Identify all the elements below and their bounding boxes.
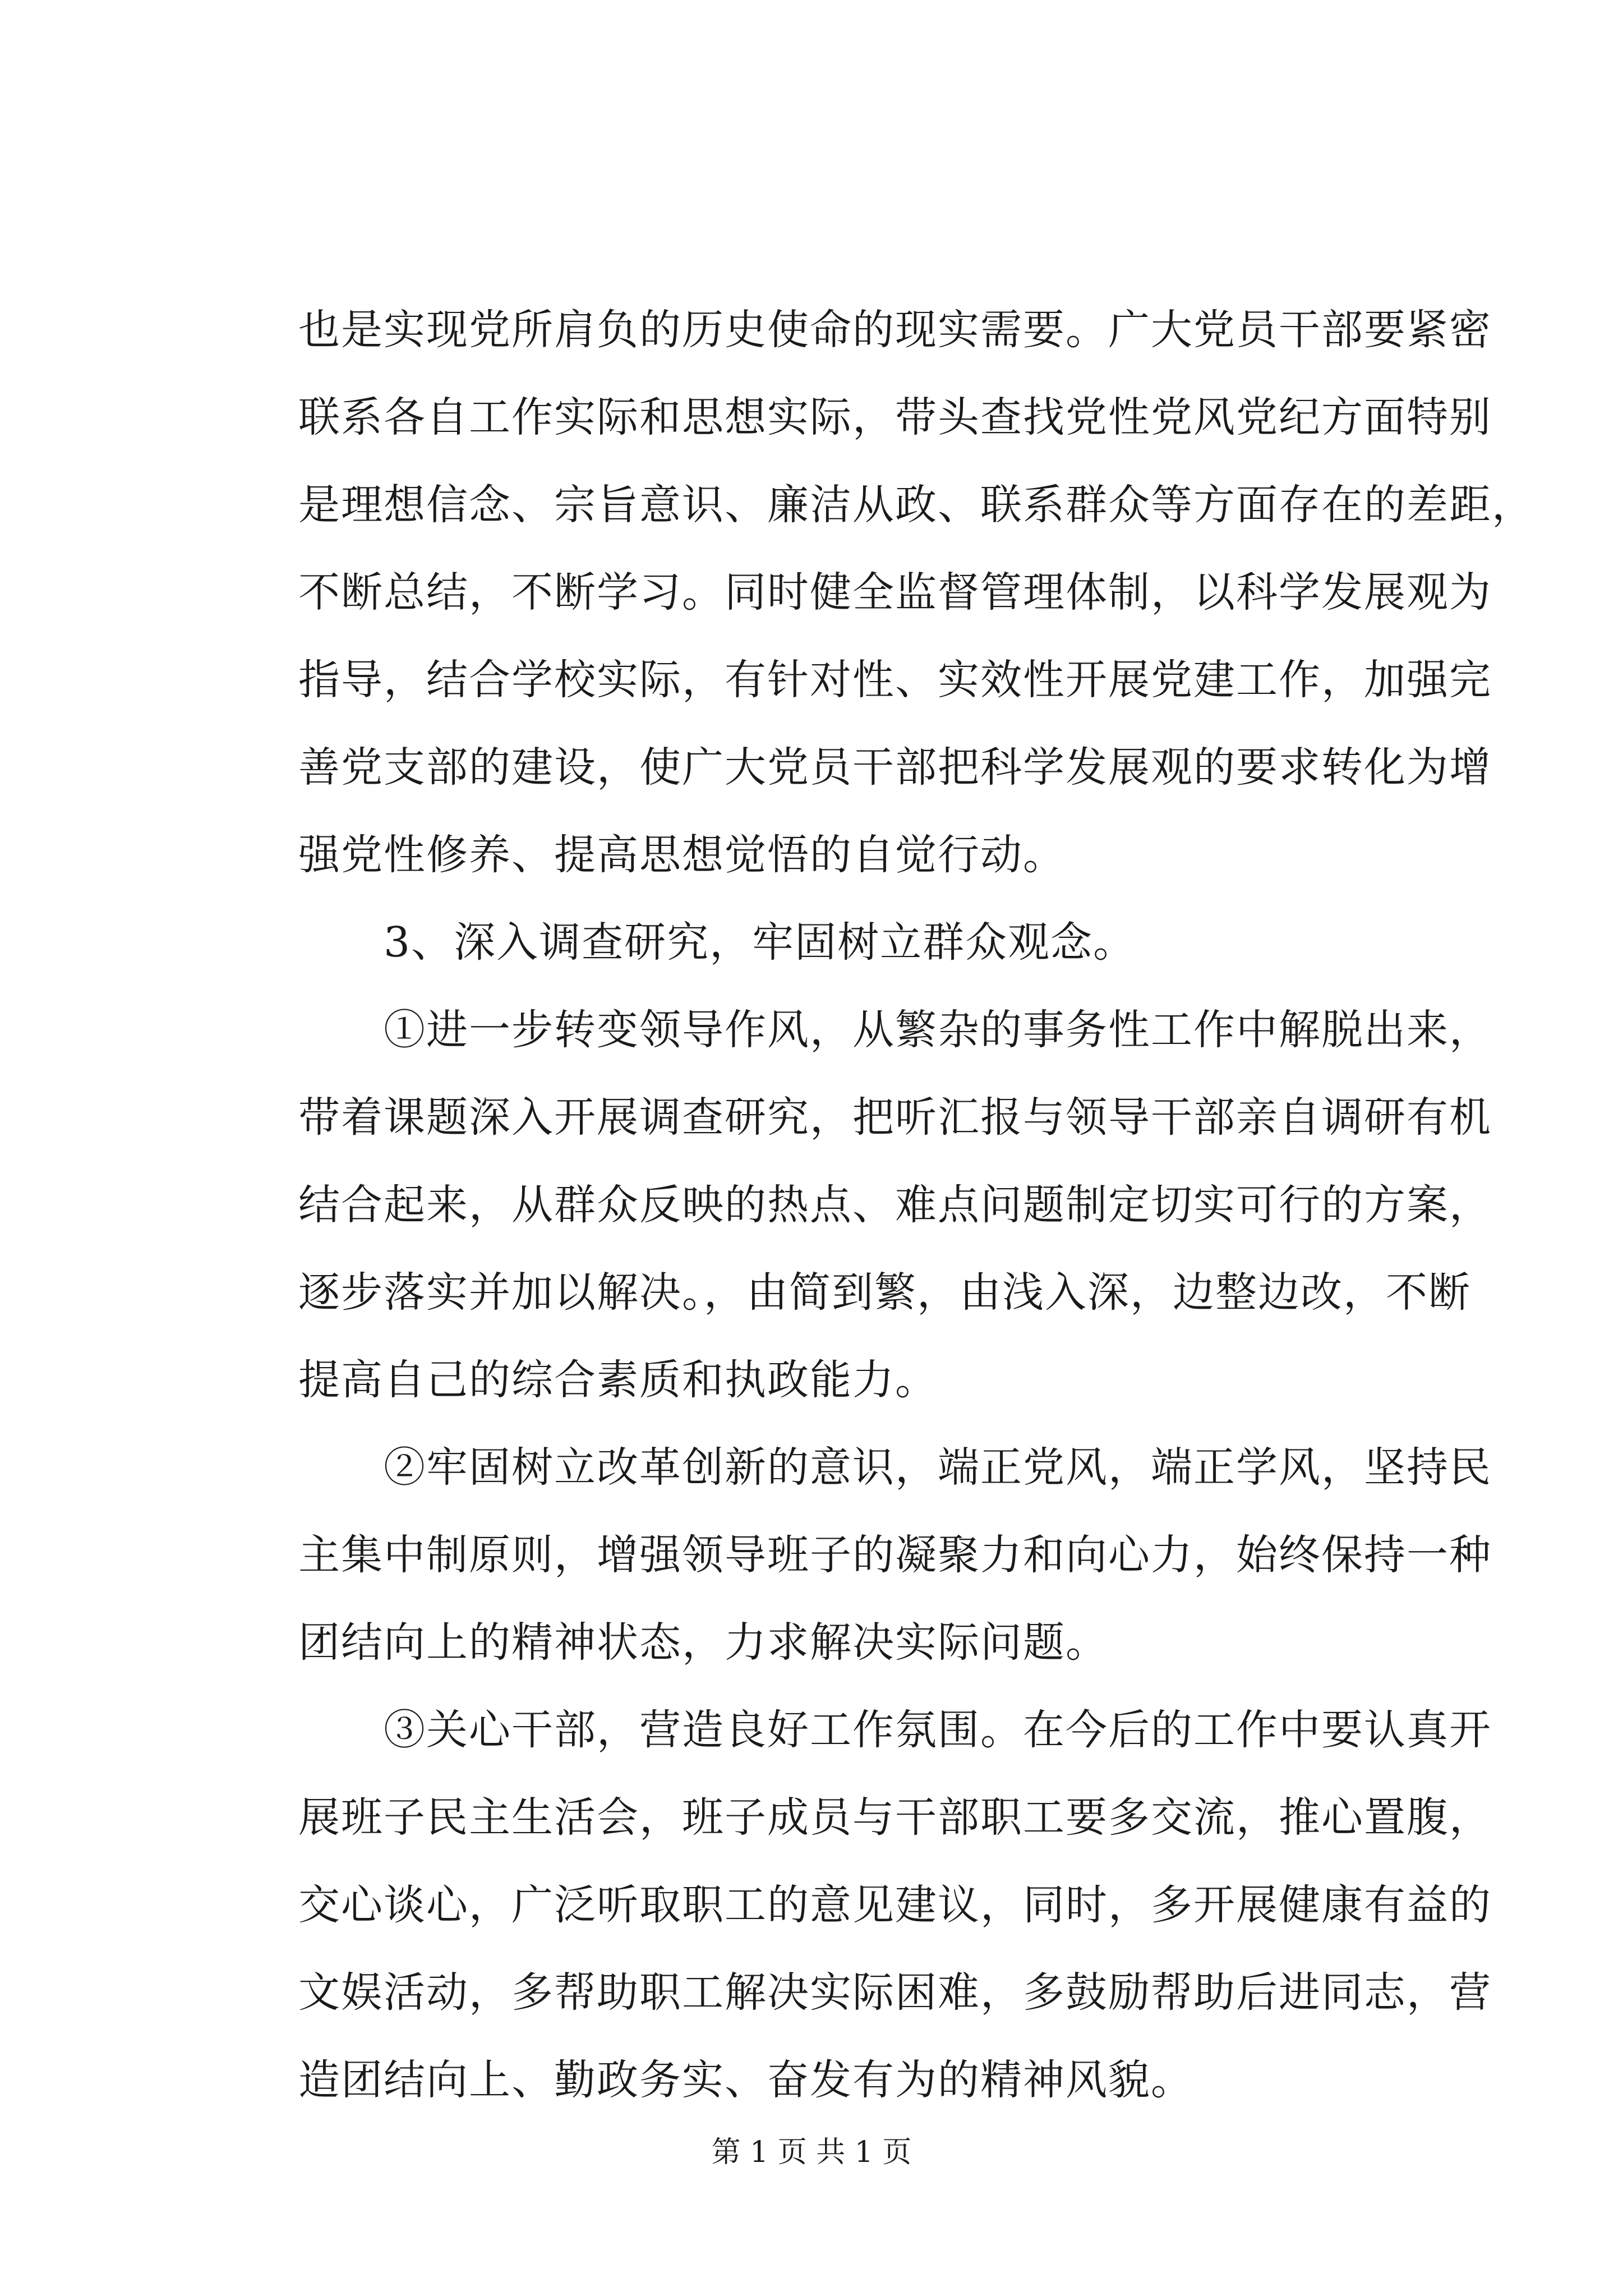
text-line: 带着课题深入开展调查研究，把听汇报与领导干部亲自调研有机	[298, 1093, 1492, 1142]
text-line: 文娱活动，多帮助职工解决实际困难，多鼓励帮助后进同志，营	[298, 1968, 1492, 2017]
text-line: 强党性修养、提高思想觉悟的自觉行动。	[298, 831, 1066, 879]
text-line: 展班子民主生活会，班子成员与干部职工要多交流，推心置腹，	[298, 1793, 1492, 1842]
text-line: 主集中制原则，增强领导班子的凝聚力和向心力，始终保持一种	[298, 1531, 1492, 1579]
text-line: 是理想信念、宗旨意识、廉洁从政、联系群众等方面存在的差距，	[298, 481, 1534, 529]
text-line: 提高自己的综合素质和执政能力。	[298, 1356, 938, 1404]
text-line: 指导，结合学校实际，有针对性、实效性开展党建工作，加强完	[298, 656, 1492, 704]
section-heading: 3、深入调查研究，牢固树立群众观念。	[298, 918, 1136, 967]
text-line: ①进一步转变领导作风，从繁杂的事务性工作中解脱出来，	[298, 1006, 1492, 1054]
text-line: 逐步落实并加以解决。，由简到繁，由浅入深，边整边改，不断	[298, 1268, 1471, 1317]
text-line: 造团结向上、勤政务实、奋发有为的精神风貌。	[298, 2056, 1193, 2104]
page-footer: 第 1 页 共 1 页	[711, 2136, 912, 2169]
text-line: 交心谈心，广泛听取职工的意见建议，同时，多开展健康有益的	[298, 1881, 1492, 1929]
text-line: 联系各自工作实际和思想实际，带头查找党性党风党纪方面特别	[298, 393, 1492, 441]
text-line: 结合起来，从群众反映的热点、难点问题制定切实可行的方案，	[298, 1181, 1492, 1229]
text-line: 善党支部的建设，使广大党员干部把科学发展观的要求转化为增	[298, 743, 1492, 792]
text-line: ③关心干部，营造良好工作氛围。在今后的工作中要认真开	[298, 1706, 1492, 1754]
text-line: 团结向上的精神状态，力求解决实际问题。	[298, 1618, 1108, 1667]
text-line: ②牢固树立改革创新的意识，端正党风，端正学风，坚持民	[298, 1443, 1492, 1492]
text-line: 不断总结，不断学习。同时健全监督管理体制，以科学发展观为	[298, 568, 1492, 616]
text-line: 也是实现党所肩负的历史使命的现实需要。广大党员干部要紧密	[298, 306, 1492, 354]
